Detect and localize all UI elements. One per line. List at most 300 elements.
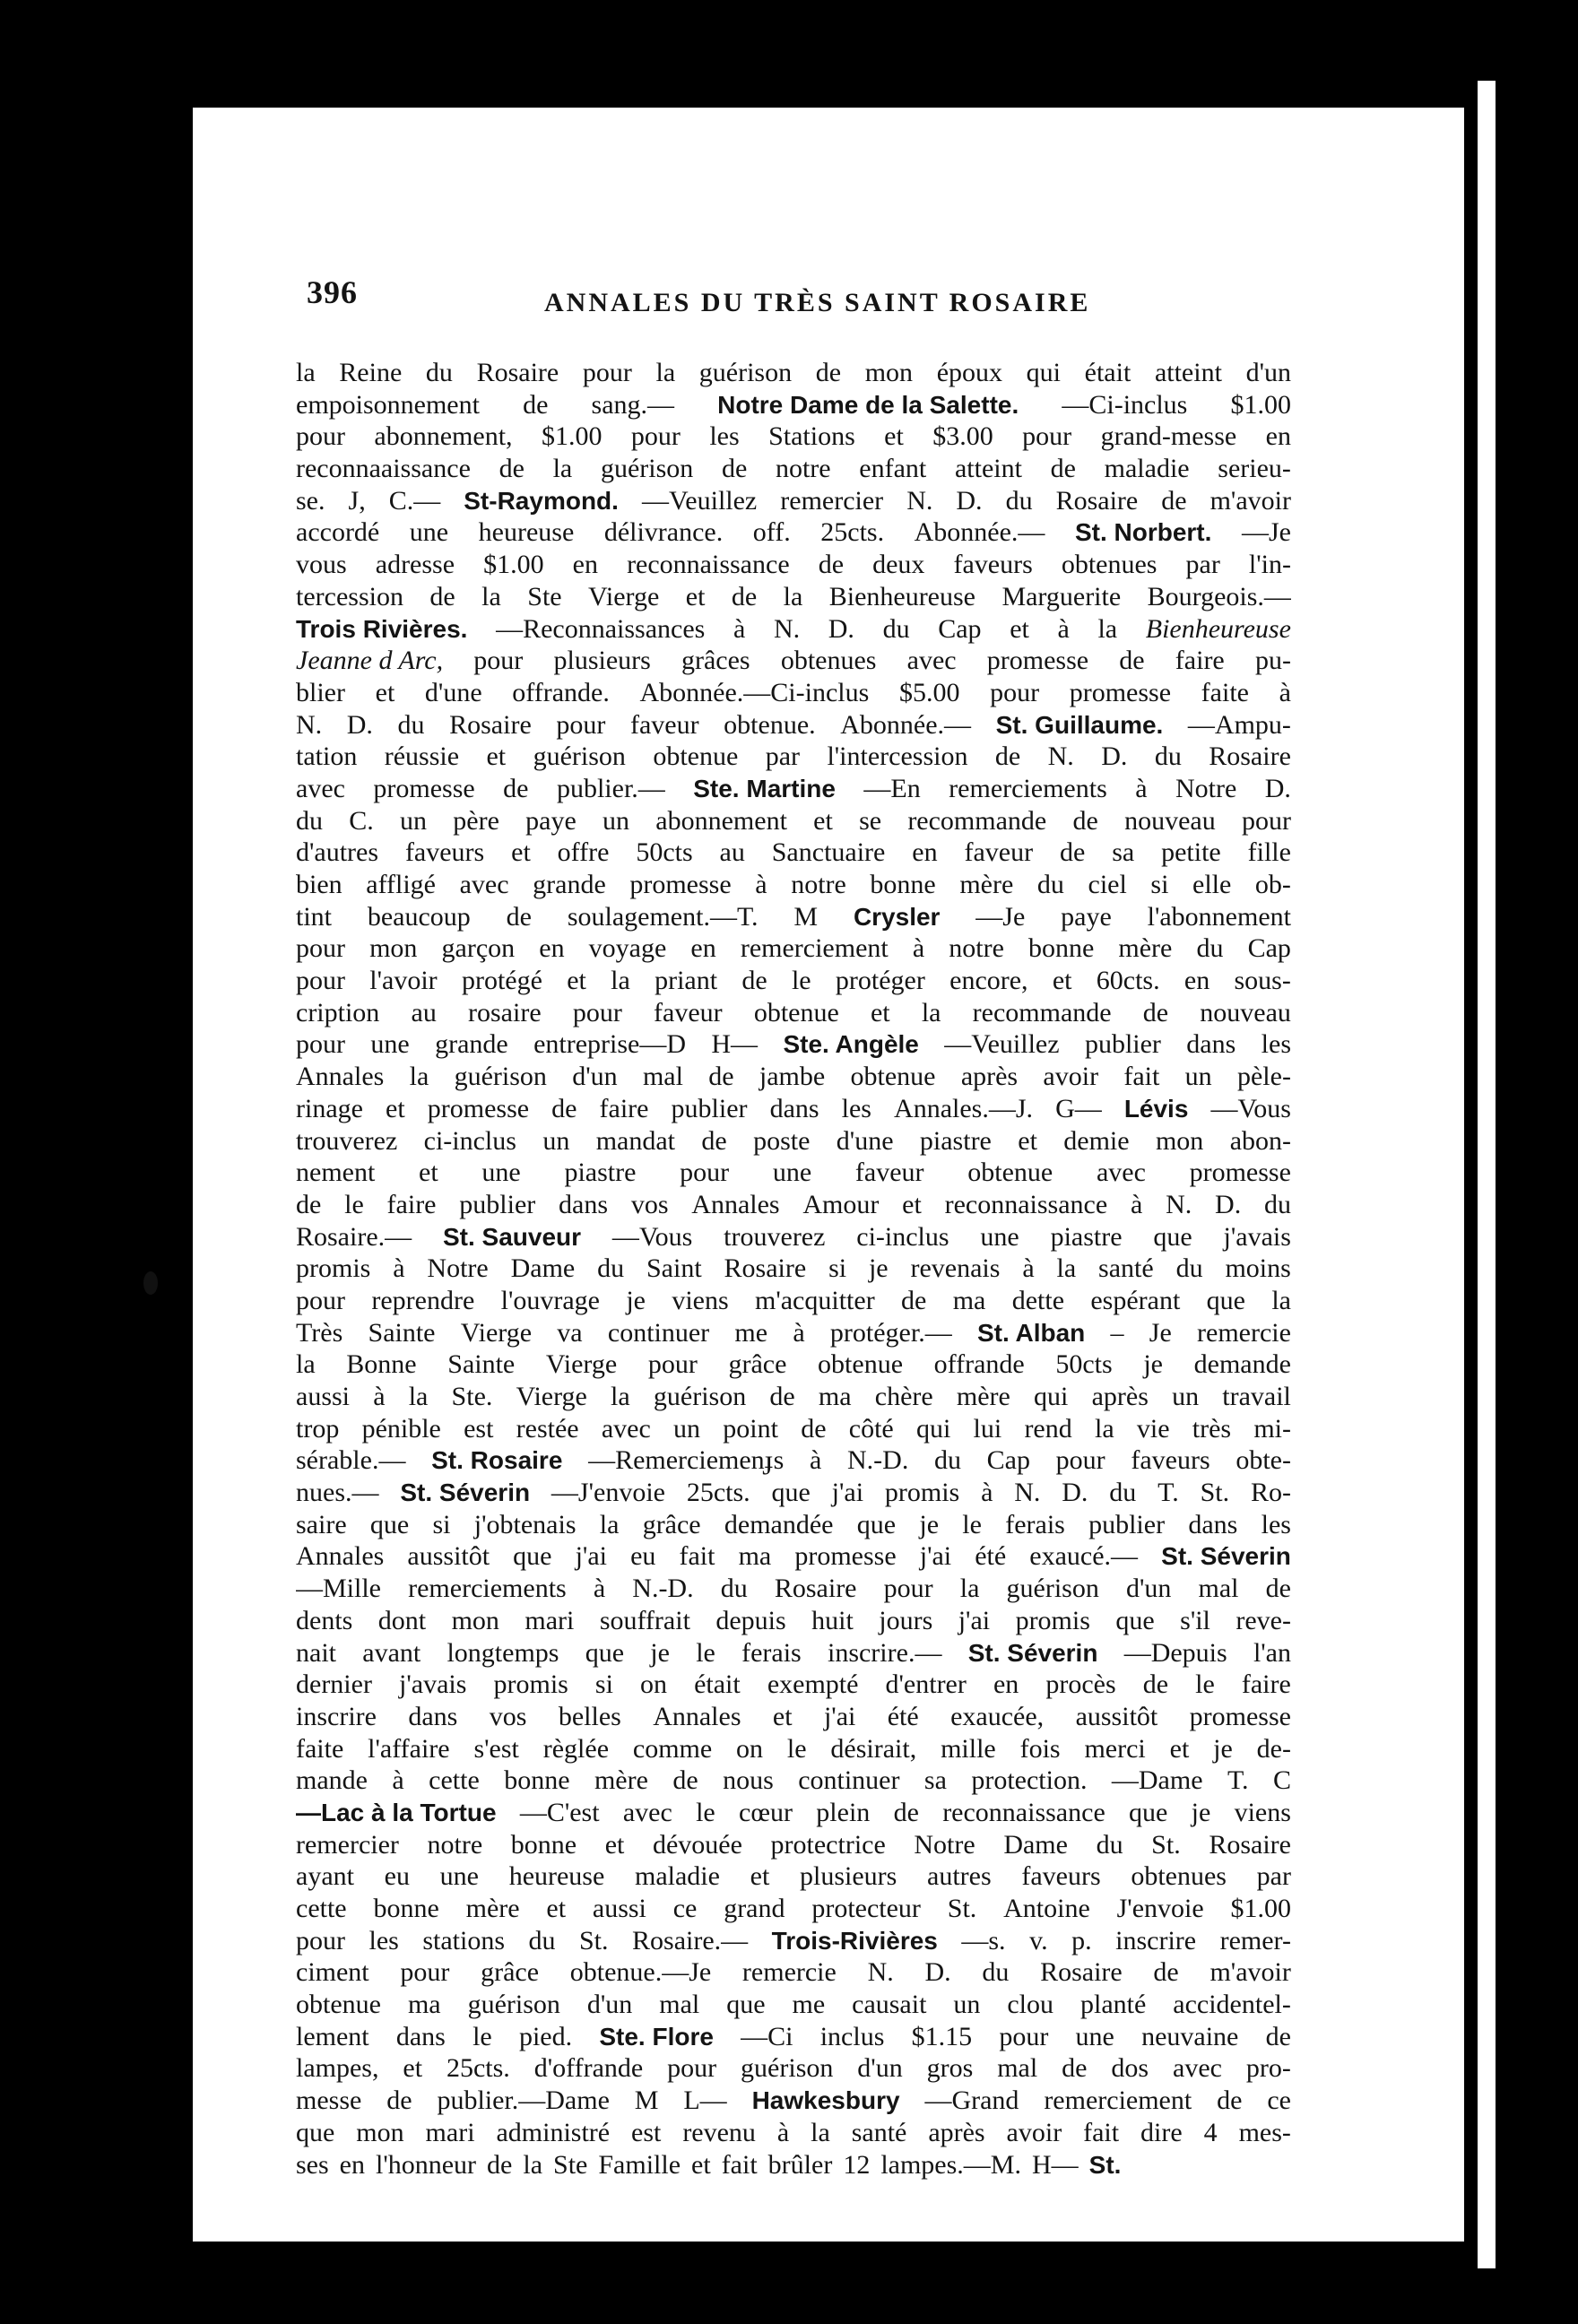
word: côté [848,1413,894,1444]
word: l'in- [1248,550,1291,580]
text-line [296,1253,1291,1285]
word: en [1184,966,1210,996]
word: Rosaire [1209,1829,1291,1860]
text-line [296,1956,1291,1989]
word: 25cts. [446,2053,510,2084]
word: que [856,1509,897,1539]
word: dette [1011,1285,1065,1315]
text-line [296,1573,1291,1605]
word: travail [1222,1382,1291,1411]
word: obtenue. [724,709,816,740]
word: Annales [296,1062,385,1092]
word: faveur [854,1158,924,1188]
word: pour [400,1957,450,1988]
word: le [696,1797,715,1827]
word: obtenues [1061,550,1157,580]
word: huit [811,1605,854,1635]
text-line [296,453,1291,485]
text-line [296,2021,1291,2053]
word: Vierge [516,1382,587,1411]
word: brûler [767,2149,833,2180]
place-name: St. Rosaire [431,1446,563,1475]
word: ma [738,1541,772,1572]
word: règlée [542,1733,610,1764]
word: de [815,358,842,387]
word: piastre [1050,1221,1123,1252]
word: protéger.— [829,1317,952,1348]
word: aussi [296,1382,350,1411]
word: de [1153,1957,1179,1988]
place-name: —Lac à la Tortue [296,1798,497,1826]
word: lement [296,2021,369,2051]
word: est [464,1413,494,1444]
word: St. [1200,1478,1230,1508]
place-name: St. Séverin [400,1479,531,1507]
text-line [296,1829,1291,1861]
word: d'autres [296,837,379,868]
word: pèle- [1236,1062,1291,1092]
word: tercession [296,581,403,611]
word: lampes, [296,2053,379,2084]
word: Antoine [1003,1894,1090,1923]
word: en [572,550,598,580]
word: mari [425,2117,475,2147]
word: un [1172,1382,1200,1411]
word: de [769,1382,795,1411]
word: m'avoir [1210,1957,1291,1988]
word: pour [296,1925,345,1955]
place-name: St. Sauveur [442,1222,582,1251]
word: mal [659,1990,700,2020]
word: d'un [572,1062,618,1092]
word: d'offrande [533,2053,644,2084]
word: avec [1173,2053,1222,2084]
word: Annales.—J. [894,1093,1034,1123]
word: mille [941,1733,996,1764]
word: la [921,997,941,1028]
word: ayant [296,1861,354,1892]
word: et [1018,1125,1037,1156]
word: abonnement [655,805,787,836]
word: mi- [1253,1413,1291,1444]
word: Bourgeois.— [1147,581,1291,611]
page-gutter-shadow [1496,54,1558,2286]
word: de [523,389,549,420]
word: mère [1118,933,1173,964]
word: mère [465,1894,520,1923]
word: faire [1241,1669,1291,1700]
word: de [296,1189,322,1219]
word: promesse [629,870,732,899]
word: v. [1029,1925,1048,1955]
place-name: Ste. Flore [599,2022,714,2051]
word: tation [296,741,358,772]
word: si [594,1669,613,1700]
word: ce [1267,2086,1291,2116]
text-line [296,1221,1291,1253]
word: reprendre [371,1285,475,1315]
word: maladie [1104,454,1190,484]
word: ob- [1254,870,1291,899]
word: après [928,2117,985,2147]
word: par [1185,550,1220,580]
word: dévouée [652,1829,742,1860]
text-line [296,2149,1291,2181]
word: poste [753,1125,811,1156]
word: mère [959,870,1014,899]
word: Rosaire [449,709,532,740]
word: et [567,966,586,996]
word: remercie [1197,1317,1291,1348]
text-line [296,2052,1291,2085]
word: rinage [296,1093,363,1123]
word: Bonne [346,1349,417,1380]
word: N.-D. [847,1445,909,1476]
word: publier.— [556,773,665,803]
word: D. [828,613,854,644]
word: lui [973,1413,1002,1444]
word: que [1129,1797,1168,1827]
word: Rosaire [1055,485,1139,516]
word: bonne [373,1894,439,1923]
word: je [868,1253,889,1284]
word: la [655,358,676,387]
word: faveurs [1131,1445,1210,1476]
word: causait [852,1990,927,2020]
word: —Reconnaissances [496,613,706,644]
word: atteint [1154,358,1222,387]
word: —Je [1241,517,1291,548]
word: mal [1198,1574,1239,1604]
text-line [296,1381,1291,1413]
word: continuer [798,1765,900,1796]
word: de [1161,485,1187,516]
text-line [296,516,1291,549]
word: la [611,1382,630,1411]
word: Rosaire [476,358,559,387]
word: pour [556,709,606,740]
word: —Vous [611,1221,693,1252]
word: Sainte [447,1349,516,1380]
word: ma [818,1382,852,1411]
word: obte- [1236,1445,1291,1476]
word: C. [349,805,374,836]
text-line [296,1189,1291,1221]
word: Dame [510,1253,576,1284]
word: blier [296,677,345,707]
text-line [296,1285,1291,1317]
word: mande [296,1765,368,1796]
word: la [409,1062,429,1092]
word: Sainte [368,1317,436,1348]
word: $1.00 [1230,1894,1291,1923]
word: de [1059,837,1086,868]
word: neuvaine [1141,2021,1239,2051]
word: —Vous [1210,1093,1291,1123]
word: en [912,837,938,868]
margin-dot-mark [143,1271,158,1295]
word: de [801,1413,827,1444]
text-line [296,581,1291,613]
word: du [1096,1829,1123,1860]
text-line [296,1989,1291,2021]
word: l'avoir [369,966,438,996]
word: bonne [504,1765,570,1796]
word: Rosaire [724,1253,807,1284]
word: —C'est [519,1797,600,1827]
word: remercier [296,1829,399,1860]
word: protectrice [770,1829,886,1860]
word: Rosaire [1209,741,1291,772]
word: obtenues [1131,1861,1227,1892]
italic-text: Jeanne d Arc, [296,646,444,676]
word: à [392,1765,404,1796]
word: l'abonnement [1147,901,1291,932]
word: et [1169,1733,1190,1764]
word: bonne [510,1829,577,1860]
word: aussi [592,1894,646,1923]
word: reconnaissance [944,1189,1108,1219]
word: du [1154,741,1182,772]
word: la [1094,1413,1114,1444]
word: du [1005,485,1033,516]
word: encore, [949,966,1028,996]
word: plusieurs [799,1861,897,1892]
word: inscrire [1115,1925,1197,1955]
word: en [1265,421,1291,452]
place-name: Lévis [1123,1094,1189,1123]
word: que [369,1509,410,1539]
word: restée [516,1413,579,1444]
word: D. [1062,1478,1088,1508]
word: que [585,1637,625,1668]
word: la [959,1574,980,1604]
word: L— [683,2086,727,2116]
word: dans [1188,1509,1238,1539]
text-line [296,1125,1291,1158]
word: dans [1186,1029,1236,1060]
word: $1.15 [911,2021,973,2051]
word: bonne [870,870,936,899]
word: dernier [296,1669,372,1700]
word: la [408,1382,429,1411]
word: et [1052,966,1072,996]
word: publier [459,1189,536,1219]
word: je [650,1637,670,1668]
word: je [626,1285,646,1315]
word: $5.00 [898,677,960,707]
word: réussie [384,741,460,772]
text-line [296,773,1291,805]
text-line [296,932,1291,965]
word: obtenue [967,1158,1053,1188]
word: à [1130,1189,1143,1219]
word: —Ci-inclus [1062,389,1188,420]
word: une [980,1221,1019,1252]
word: la [1271,1285,1291,1315]
word: remerciements [408,1574,567,1604]
word: faveur [964,837,1034,868]
word: me [792,1990,826,2020]
word: remerciement [740,933,889,964]
word: les [841,1093,871,1123]
word: j'ai [831,1478,864,1508]
word: N. [773,613,801,644]
word: mes- [1238,2117,1291,2147]
word: p. [1071,1925,1092,1955]
text-line [296,1797,1291,1829]
word: sa [1112,837,1135,868]
word: fait [721,2149,758,2180]
word: demandée [724,1509,834,1539]
word: revenu [682,2117,756,2147]
text-line [296,645,1291,677]
text-line [296,1444,1291,1477]
word: Abonnée.— [914,517,1045,548]
word: j'ai [919,1541,952,1572]
word: au [411,997,437,1028]
word: à [755,870,767,899]
word: Ste. [451,1382,493,1411]
word: St. [1151,1829,1181,1860]
word: un [1184,1062,1212,1092]
word: saire [296,1509,347,1539]
word: la [1056,1253,1077,1284]
word: le [696,1637,715,1668]
word: mon [1155,1125,1204,1156]
word: les [368,1925,399,1955]
word: et [403,2053,423,2084]
word: Annales [691,1189,780,1219]
word: avoir [1043,1062,1099,1092]
text-line [296,1093,1291,1125]
word: un [400,805,428,836]
word: voyage [588,933,667,964]
word: —En [863,773,921,803]
word: très [1192,1413,1232,1444]
word: du [528,1925,556,1955]
word: promis [493,1669,568,1700]
word: fait [1123,1062,1160,1092]
word: point [723,1413,778,1444]
word: belles [558,1701,621,1731]
word: offre [557,837,610,868]
word: ciel [1088,870,1127,899]
word: et [375,677,395,707]
word: l'affaire [368,1733,450,1764]
word: notre [775,454,831,484]
word: je [919,1509,940,1539]
word: notre [427,1829,483,1860]
text-line [296,613,1291,646]
word: reconnaissance [627,550,790,580]
word: Marguerite [1001,581,1122,611]
word: à [1279,677,1291,707]
word: la [783,581,803,611]
word: pied. [518,2021,573,2051]
word: d'une [424,677,482,707]
text-line [296,901,1291,933]
text-line [296,869,1291,901]
word: pour [296,421,345,452]
place-name: Trois Rivières. [296,614,468,643]
word: longtemps [447,1637,559,1668]
word: Cap [938,613,982,644]
word: si [828,1253,847,1284]
word: —Mille [296,1574,381,1604]
word: Très [296,1317,343,1348]
word: guérison [454,1062,547,1092]
text-line [296,1413,1291,1445]
word: un [542,1125,570,1156]
text-line [296,421,1291,453]
word: de [429,581,455,611]
word: N. [906,485,933,516]
word: pour [883,1574,933,1604]
word: pour [1241,805,1291,836]
word: de [721,454,748,484]
word: grâce [481,1957,540,1988]
word: garçon [441,933,516,964]
word: remercier [780,485,884,516]
word: remerciements [949,773,1107,803]
place-name: Ste. Angèle [783,1030,919,1059]
word: adresse [375,550,455,580]
word: Abonnée.—Ci-inclus [639,677,870,707]
place-name: St. Norbert. [1074,518,1212,547]
word: promesse [373,773,475,803]
word: viens [672,1285,729,1315]
word: paye [1061,901,1112,932]
word: m'acquitter [755,1285,875,1315]
word: protéger [835,966,925,996]
word: j'ai [823,1701,856,1731]
word: piastre [919,1125,992,1156]
word: sérable.— [296,1445,406,1476]
word: pour [296,933,345,964]
word: exaucée, [950,1701,1045,1731]
word: mari [525,1605,575,1635]
word: pour [667,2053,717,2084]
word: soulagement.—T. [567,901,759,932]
text-line [296,1925,1291,1957]
word: stations [422,1925,505,1955]
text-line [296,677,1291,709]
place-name: Notre Dame de la Salette. [717,390,1019,419]
word: publier.—Dame [437,2086,610,2116]
word: la [523,2149,543,2180]
word: rend [1024,1413,1072,1444]
word: faite [296,1733,344,1764]
word: D. [346,709,373,740]
word: le [791,966,811,996]
word: de [708,1062,734,1092]
word: été [887,1701,919,1731]
word: 25cts. [686,1478,750,1508]
word: je [1143,1349,1163,1380]
word: si [1150,870,1169,899]
word: bien [296,870,342,899]
word: vos [630,1189,669,1219]
word: remer- [1219,1925,1291,1955]
word: 12 [843,2149,871,2180]
word: notre [949,933,1004,964]
word: de [1217,2086,1243,2116]
word: pour [582,358,632,387]
word: empoisonnement [296,389,480,420]
word: à [776,2117,790,2147]
word: de [1072,805,1098,836]
